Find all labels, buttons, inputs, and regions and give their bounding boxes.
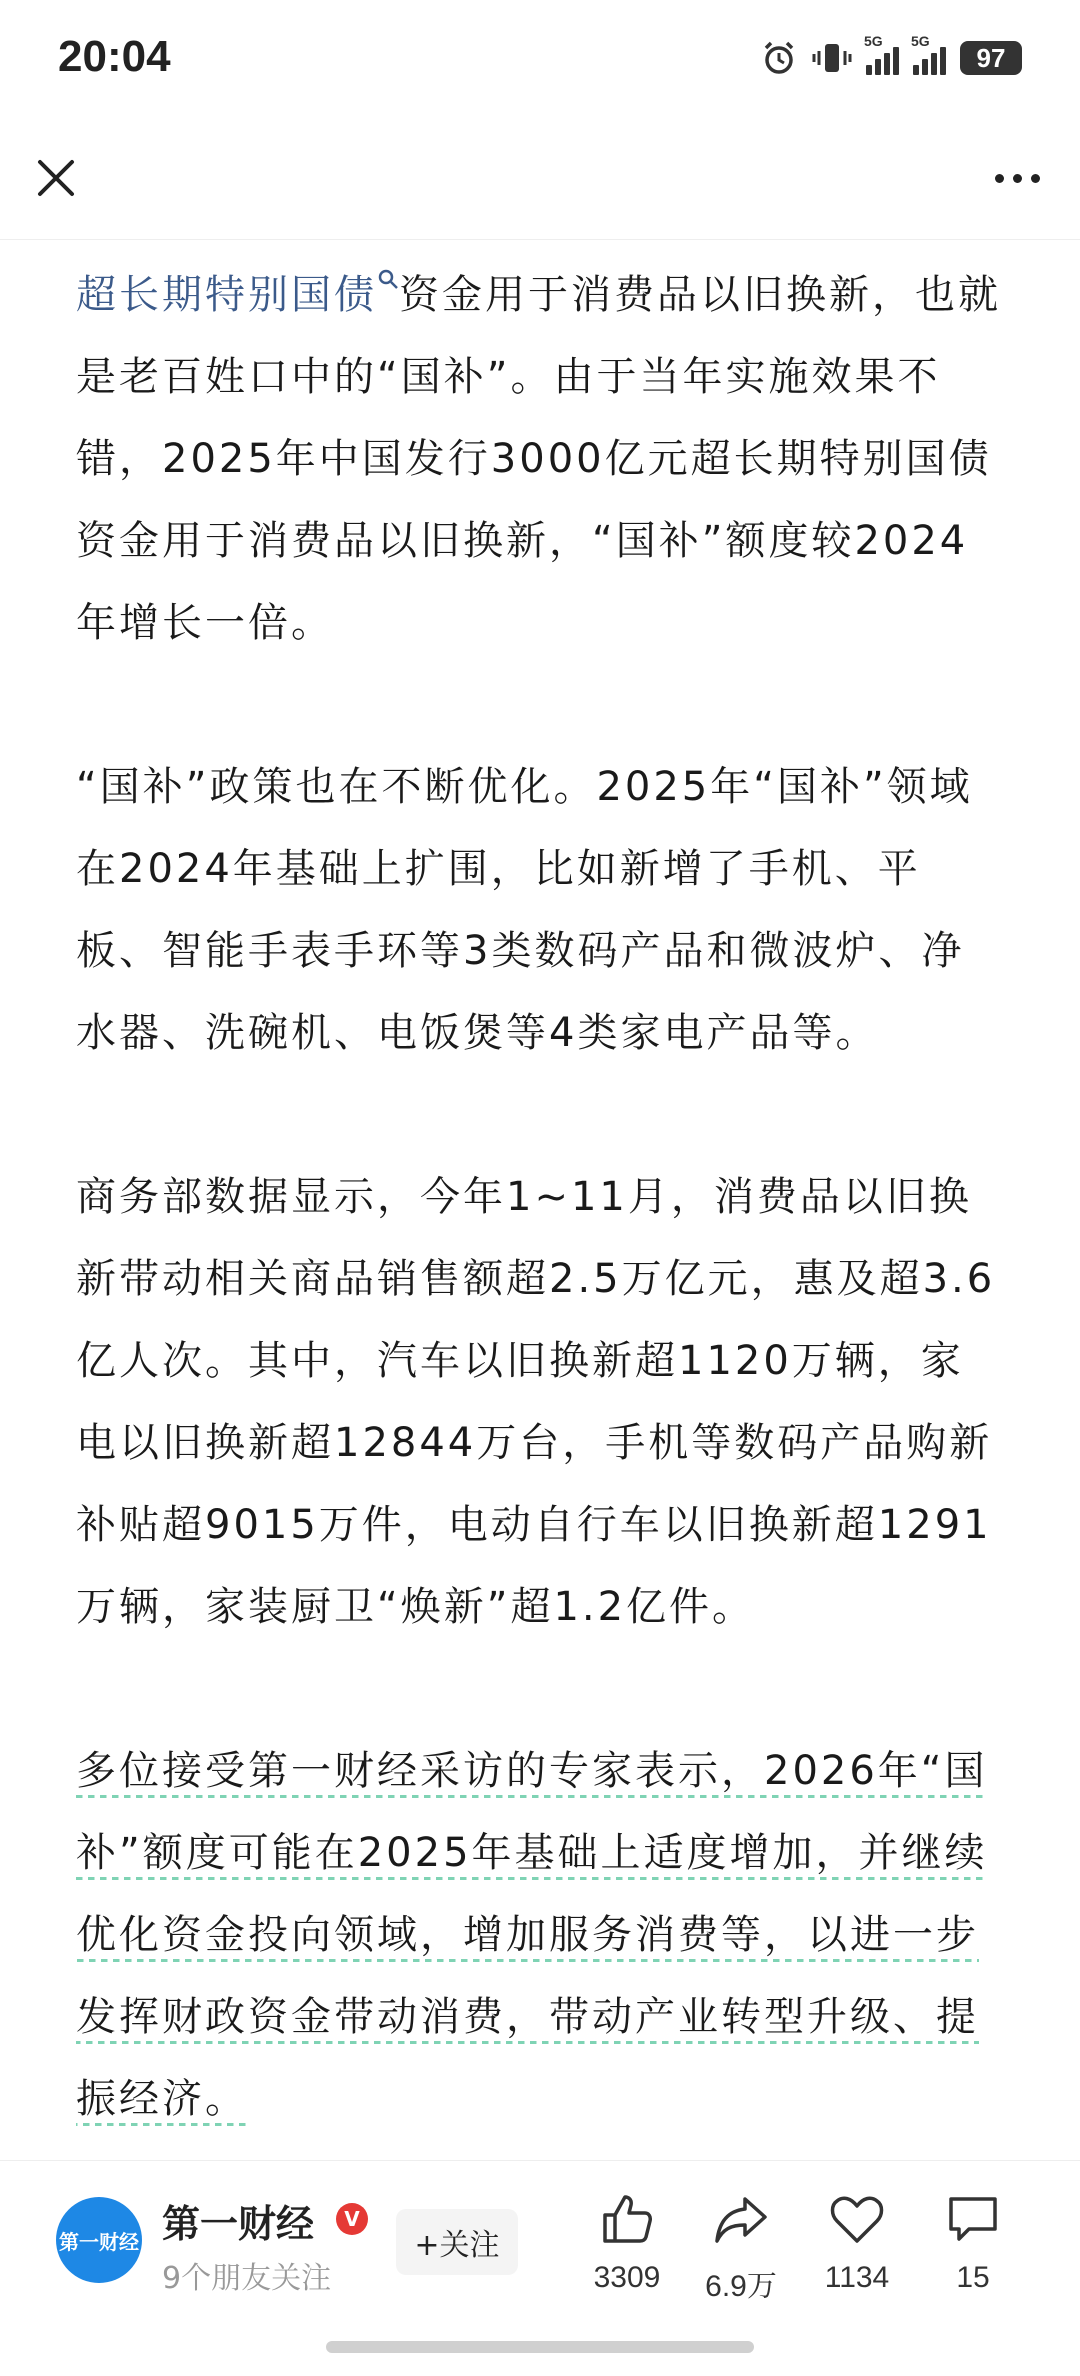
verified-icon: V <box>336 2203 368 2235</box>
signal-icon <box>911 33 946 75</box>
author-name[interactable]: 第一财经 <box>162 2202 315 2246</box>
status-bar <box>0 0 1080 120</box>
keyword-link[interactable]: 超长期特别国债 <box>76 272 377 318</box>
like-button[interactable] <box>572 2191 682 2295</box>
more-icon[interactable] <box>982 150 1052 206</box>
battery-icon: 97 <box>960 41 1022 75</box>
article-paragraph <box>76 200 1006 664</box>
search-icon[interactable] <box>377 268 399 290</box>
highlighted-paragraph[interactable] <box>76 1730 1006 2140</box>
favorite-button[interactable] <box>802 2191 912 2295</box>
share-button[interactable] <box>686 2191 796 2305</box>
highlighted-text[interactable]: 多位接受第一财经采访的专家表示，2026年“国补”额度可能在2025年基础上适度增加，并继续优化资金投向领域，增加服务消费等，以进一步发挥财政资金带动消费，带动产业转型升级、提振经济。 <box>76 1748 988 2126</box>
thumbs-up-icon <box>599 2191 655 2247</box>
article-paragraph: 商务部数据显示，今年1~11月，消费品以旧换新带动相关商品销售额超2.5万亿元，惠及超3.6亿人次。其中，汽车以旧换新超1120万辆，家电以旧换新超12844万台，手机等数码产品购新补贴超9015万件，电动自行车以旧换新超1291万辆，家装厨卫“焕新”超1.2亿件。 <box>76 1174 996 1630</box>
avatar[interactable]: 第一财经 <box>56 2197 142 2283</box>
follow-button[interactable]: +关注 <box>396 2209 518 2275</box>
signal-icon <box>864 33 899 75</box>
comment-count: 15 <box>956 2261 990 2294</box>
share-count: 6.9万 <box>705 2270 777 2303</box>
comment-button[interactable] <box>918 2191 1028 2295</box>
home-indicator[interactable] <box>326 2341 754 2353</box>
nav-bar <box>0 120 1080 240</box>
favorite-count: 1134 <box>824 2261 890 2294</box>
article-paragraph: “国补”政策也在不断优化。2025年“国补”领域在2024年基础上扩围，比如新增了手机、平板、智能手表手环等3类数码产品和微波炉、净水器、洗碗机、电饭煲等4类家电产品等。 <box>76 764 973 1056</box>
status-icons <box>760 33 1022 80</box>
close-icon[interactable] <box>28 150 84 206</box>
alarm-icon <box>760 39 798 77</box>
network-type: 5G <box>911 33 930 49</box>
network-type: 5G <box>864 33 883 49</box>
author-subtitle: 9个朋友关注 <box>162 2261 332 2296</box>
paragraph-text: 资金用于消费品以旧换新，也就是老百姓口中的“国补”。由于当年实施效果不错，2025年中国发行3000亿元超长期特别国债资金用于消费品以旧换新，“国补”额度较2024年增长一倍。 <box>76 272 1001 646</box>
like-count: 3309 <box>593 2261 661 2294</box>
comment-icon <box>945 2191 1001 2247</box>
bottom-bar <box>0 2160 1080 2376</box>
article-body <box>0 200 1080 2160</box>
vibrate-icon <box>812 39 852 77</box>
heart-icon <box>829 2191 885 2247</box>
share-icon <box>713 2191 769 2247</box>
status-time: 20:04 <box>58 32 171 81</box>
